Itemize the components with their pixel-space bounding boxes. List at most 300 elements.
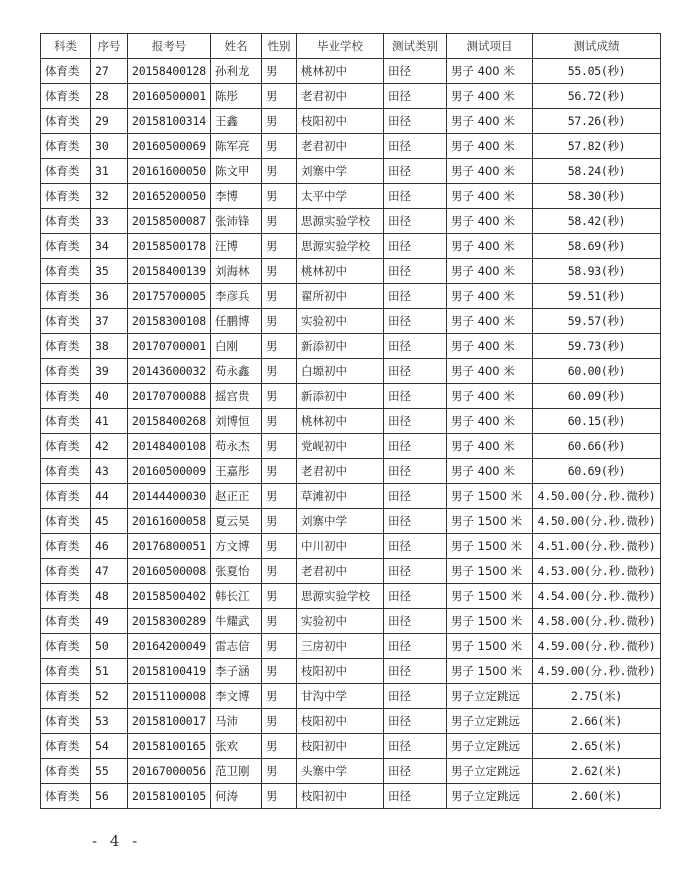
- table-row: [41, 634, 661, 659]
- cell-seq: 30: [91, 134, 128, 159]
- cell-name: 雷志信: [211, 634, 262, 659]
- cell-score: 4.54.00(分.秒.微秒): [533, 584, 661, 609]
- cell-category: 体育类: [41, 459, 91, 484]
- cell-seq: 33: [91, 209, 128, 234]
- cell-exam-no: 20160500009: [128, 459, 211, 484]
- cell-test-event: 男子 400 米: [447, 284, 533, 309]
- cell-name: 孙利龙: [211, 59, 262, 84]
- cell-test-type: 田径: [384, 284, 447, 309]
- cell-test-event: 男子 400 米: [447, 159, 533, 184]
- cell-category: 体育类: [41, 759, 91, 784]
- cell-name: 牛耀武: [211, 609, 262, 634]
- table-row: [41, 59, 661, 84]
- table-row: [41, 459, 661, 484]
- cell-score: 2.75(米): [533, 684, 661, 709]
- cell-school: 枝阳初中: [297, 109, 384, 134]
- cell-gender: 男: [262, 234, 297, 259]
- cell-name: 陈文甲: [211, 159, 262, 184]
- cell-gender: 男: [262, 684, 297, 709]
- cell-name: 张夏怡: [211, 559, 262, 584]
- cell-gender: 男: [262, 709, 297, 734]
- cell-test-event: 男子 400 米: [447, 109, 533, 134]
- cell-seq: 56: [91, 784, 128, 809]
- cell-school: 枝阳初中: [297, 709, 384, 734]
- cell-gender: 男: [262, 584, 297, 609]
- cell-seq: 28: [91, 84, 128, 109]
- cell-test-type: 田径: [384, 534, 447, 559]
- cell-school: 实验初中: [297, 309, 384, 334]
- cell-test-event: 男子 400 米: [447, 334, 533, 359]
- cell-test-type: 田径: [384, 734, 447, 759]
- cell-exam-no: 20144400030: [128, 484, 211, 509]
- cell-school: 三房初中: [297, 634, 384, 659]
- cell-gender: 男: [262, 634, 297, 659]
- cell-score: 58.93(秒): [533, 259, 661, 284]
- cell-seq: 41: [91, 409, 128, 434]
- cell-gender: 男: [262, 759, 297, 784]
- header-row: [41, 34, 661, 59]
- cell-category: 体育类: [41, 784, 91, 809]
- cell-school: 枝阳初中: [297, 659, 384, 684]
- table-row: [41, 384, 661, 409]
- cell-name: 方文博: [211, 534, 262, 559]
- cell-test-event: 男子立定跳远: [447, 684, 533, 709]
- cell-school: 太平中学: [297, 184, 384, 209]
- cell-test-type: 田径: [384, 509, 447, 534]
- cell-test-event: 男子 400 米: [447, 259, 533, 284]
- cell-exam-no: 20160500069: [128, 134, 211, 159]
- cell-score: 55.05(秒): [533, 59, 661, 84]
- cell-test-event: 男子 400 米: [447, 309, 533, 334]
- cell-exam-no: 20161600058: [128, 509, 211, 534]
- cell-test-event: 男子 1500 米: [447, 659, 533, 684]
- cell-category: 体育类: [41, 359, 91, 384]
- cell-name: 苟永鑫: [211, 359, 262, 384]
- cell-school: 思源实验学校: [297, 234, 384, 259]
- table-row: [41, 584, 661, 609]
- cell-category: 体育类: [41, 509, 91, 534]
- cell-score: 58.69(秒): [533, 234, 661, 259]
- header-school: 毕业学校: [297, 34, 384, 59]
- cell-score: 2.66(米): [533, 709, 661, 734]
- cell-category: 体育类: [41, 684, 91, 709]
- cell-test-type: 田径: [384, 484, 447, 509]
- cell-test-type: 田径: [384, 234, 447, 259]
- cell-seq: 45: [91, 509, 128, 534]
- cell-exam-no: 20165200050: [128, 184, 211, 209]
- cell-score: 60.69(秒): [533, 459, 661, 484]
- cell-school: 翟所初中: [297, 284, 384, 309]
- cell-name: 何涛: [211, 784, 262, 809]
- cell-score: 2.62(米): [533, 759, 661, 784]
- cell-gender: 男: [262, 734, 297, 759]
- cell-exam-no: 20158500402: [128, 584, 211, 609]
- cell-exam-no: 20158100314: [128, 109, 211, 134]
- cell-test-event: 男子 1500 米: [447, 559, 533, 584]
- cell-seq: 52: [91, 684, 128, 709]
- cell-school: 桃林初中: [297, 259, 384, 284]
- cell-exam-no: 20158500087: [128, 209, 211, 234]
- table-row: [41, 434, 661, 459]
- cell-test-type: 田径: [384, 759, 447, 784]
- header-test-event: 测试项目: [447, 34, 533, 59]
- cell-test-type: 田径: [384, 459, 447, 484]
- cell-seq: 39: [91, 359, 128, 384]
- cell-seq: 51: [91, 659, 128, 684]
- cell-test-type: 田径: [384, 584, 447, 609]
- cell-name: 李文博: [211, 684, 262, 709]
- cell-test-type: 田径: [384, 309, 447, 334]
- header-name: 姓名: [211, 34, 262, 59]
- cell-school: 老君初中: [297, 559, 384, 584]
- header-seq: 序号: [91, 34, 128, 59]
- cell-name: 白刚: [211, 334, 262, 359]
- cell-exam-no: 20148400108: [128, 434, 211, 459]
- cell-test-type: 田径: [384, 409, 447, 434]
- cell-gender: 男: [262, 459, 297, 484]
- cell-test-type: 田径: [384, 59, 447, 84]
- cell-category: 体育类: [41, 134, 91, 159]
- cell-gender: 男: [262, 359, 297, 384]
- header-test-type: 测试类别: [384, 34, 447, 59]
- cell-exam-no: 20175700005: [128, 284, 211, 309]
- cell-test-event: 男子立定跳远: [447, 759, 533, 784]
- cell-score: 4.51.00(分.秒.微秒): [533, 534, 661, 559]
- cell-test-type: 田径: [384, 109, 447, 134]
- cell-test-event: 男子 400 米: [447, 209, 533, 234]
- cell-gender: 男: [262, 259, 297, 284]
- cell-score: 4.59.00(分.秒.微秒): [533, 659, 661, 684]
- cell-score: 4.59.00(分.秒.微秒): [533, 634, 661, 659]
- cell-category: 体育类: [41, 284, 91, 309]
- cell-name: 刘海林: [211, 259, 262, 284]
- cell-test-event: 男子 400 米: [447, 234, 533, 259]
- cell-exam-no: 20176800051: [128, 534, 211, 559]
- cell-category: 体育类: [41, 584, 91, 609]
- cell-name: 张欢: [211, 734, 262, 759]
- cell-seq: 46: [91, 534, 128, 559]
- cell-test-event: 男子 1500 米: [447, 609, 533, 634]
- cell-school: 头寨中学: [297, 759, 384, 784]
- cell-score: 59.73(秒): [533, 334, 661, 359]
- cell-test-type: 田径: [384, 334, 447, 359]
- cell-score: 4.53.00(分.秒.微秒): [533, 559, 661, 584]
- cell-score: 2.60(米): [533, 784, 661, 809]
- table-row: [41, 684, 661, 709]
- table-row: [41, 84, 661, 109]
- cell-test-event: 男子立定跳远: [447, 784, 533, 809]
- cell-test-event: 男子 1500 米: [447, 634, 533, 659]
- cell-exam-no: 20160500001: [128, 84, 211, 109]
- cell-school: 枝阳初中: [297, 784, 384, 809]
- cell-gender: 男: [262, 184, 297, 209]
- header-gender: 性别: [262, 34, 297, 59]
- table-row: [41, 509, 661, 534]
- cell-exam-no: 20151100008: [128, 684, 211, 709]
- cell-score: 2.65(米): [533, 734, 661, 759]
- cell-gender: 男: [262, 334, 297, 359]
- cell-school: 党岘初中: [297, 434, 384, 459]
- cell-school: 草滩初中: [297, 484, 384, 509]
- cell-test-event: 男子 400 米: [447, 134, 533, 159]
- cell-category: 体育类: [41, 259, 91, 284]
- cell-gender: 男: [262, 384, 297, 409]
- cell-name: 李子涵: [211, 659, 262, 684]
- cell-gender: 男: [262, 84, 297, 109]
- table-row: [41, 309, 661, 334]
- table-row: [41, 209, 661, 234]
- table-row: [41, 359, 661, 384]
- header-category: 科类: [41, 34, 91, 59]
- table-row: [41, 609, 661, 634]
- cell-test-type: 田径: [384, 609, 447, 634]
- cell-gender: 男: [262, 434, 297, 459]
- table-body: [41, 59, 661, 809]
- cell-score: 4.50.00(分.秒.微秒): [533, 484, 661, 509]
- cell-name: 李博: [211, 184, 262, 209]
- cell-name: 陈彤: [211, 84, 262, 109]
- cell-seq: 32: [91, 184, 128, 209]
- cell-score: 57.26(秒): [533, 109, 661, 134]
- cell-school: 老君初中: [297, 459, 384, 484]
- cell-gender: 男: [262, 134, 297, 159]
- cell-test-event: 男子 1500 米: [447, 534, 533, 559]
- cell-school: 思源实验学校: [297, 209, 384, 234]
- cell-school: 甘沟中学: [297, 684, 384, 709]
- cell-seq: 53: [91, 709, 128, 734]
- table-row: [41, 709, 661, 734]
- table-row: [41, 159, 661, 184]
- cell-gender: 男: [262, 209, 297, 234]
- cell-exam-no: 20170700088: [128, 384, 211, 409]
- cell-category: 体育类: [41, 484, 91, 509]
- cell-test-event: 男子立定跳远: [447, 734, 533, 759]
- cell-test-type: 田径: [384, 259, 447, 284]
- cell-category: 体育类: [41, 184, 91, 209]
- cell-school: 老君初中: [297, 134, 384, 159]
- cell-score: 58.42(秒): [533, 209, 661, 234]
- cell-seq: 43: [91, 459, 128, 484]
- table-row: [41, 184, 661, 209]
- cell-seq: 50: [91, 634, 128, 659]
- cell-exam-no: 20158400139: [128, 259, 211, 284]
- cell-exam-no: 20158400268: [128, 409, 211, 434]
- cell-seq: 54: [91, 734, 128, 759]
- cell-test-type: 田径: [384, 434, 447, 459]
- cell-exam-no: 20158300108: [128, 309, 211, 334]
- cell-category: 体育类: [41, 559, 91, 584]
- cell-seq: 55: [91, 759, 128, 784]
- cell-test-type: 田径: [384, 209, 447, 234]
- cell-score: 4.58.00(分.秒.微秒): [533, 609, 661, 634]
- cell-seq: 38: [91, 334, 128, 359]
- table-row: [41, 734, 661, 759]
- cell-seq: 29: [91, 109, 128, 134]
- results-table: [40, 33, 661, 809]
- cell-category: 体育类: [41, 434, 91, 459]
- cell-seq: 27: [91, 59, 128, 84]
- cell-score: 56.72(秒): [533, 84, 661, 109]
- cell-school: 刘寨中学: [297, 509, 384, 534]
- cell-category: 体育类: [41, 309, 91, 334]
- cell-test-event: 男子 1500 米: [447, 509, 533, 534]
- cell-name: 马沛: [211, 709, 262, 734]
- cell-gender: 男: [262, 109, 297, 134]
- cell-score: 4.50.00(分.秒.微秒): [533, 509, 661, 534]
- header-exam-no: 报考号: [128, 34, 211, 59]
- cell-gender: 男: [262, 409, 297, 434]
- header-score: 测试成绩: [533, 34, 661, 59]
- cell-name: 苟永杰: [211, 434, 262, 459]
- table-row: [41, 659, 661, 684]
- table-row: [41, 784, 661, 809]
- cell-school: 白塬初中: [297, 359, 384, 384]
- cell-exam-no: 20143600032: [128, 359, 211, 384]
- table-row: [41, 134, 661, 159]
- cell-exam-no: 20160500008: [128, 559, 211, 584]
- table-row: [41, 759, 661, 784]
- cell-test-type: 田径: [384, 559, 447, 584]
- cell-test-event: 男子 400 米: [447, 359, 533, 384]
- cell-school: 新添初中: [297, 384, 384, 409]
- cell-category: 体育类: [41, 384, 91, 409]
- table-row: [41, 284, 661, 309]
- cell-name: 王鑫: [211, 109, 262, 134]
- cell-exam-no: 20158300289: [128, 609, 211, 634]
- cell-school: 中川初中: [297, 534, 384, 559]
- cell-test-event: 男子立定跳远: [447, 709, 533, 734]
- cell-category: 体育类: [41, 659, 91, 684]
- cell-score: 60.09(秒): [533, 384, 661, 409]
- cell-school: 刘寨中学: [297, 159, 384, 184]
- cell-exam-no: 20170700001: [128, 334, 211, 359]
- cell-category: 体育类: [41, 84, 91, 109]
- cell-seq: 31: [91, 159, 128, 184]
- cell-gender: 男: [262, 509, 297, 534]
- cell-name: 韩长江: [211, 584, 262, 609]
- cell-test-type: 田径: [384, 684, 447, 709]
- cell-seq: 35: [91, 259, 128, 284]
- cell-test-event: 男子 400 米: [447, 84, 533, 109]
- table-row: [41, 484, 661, 509]
- table-row: [41, 234, 661, 259]
- page-number: - 4 -: [92, 832, 142, 850]
- cell-category: 体育类: [41, 59, 91, 84]
- cell-name: 王嘉彤: [211, 459, 262, 484]
- table-row: [41, 559, 661, 584]
- cell-seq: 36: [91, 284, 128, 309]
- cell-school: 桃林初中: [297, 409, 384, 434]
- cell-exam-no: 20158500178: [128, 234, 211, 259]
- cell-gender: 男: [262, 609, 297, 634]
- cell-score: 60.15(秒): [533, 409, 661, 434]
- cell-exam-no: 20158100419: [128, 659, 211, 684]
- cell-gender: 男: [262, 484, 297, 509]
- cell-school: 新添初中: [297, 334, 384, 359]
- cell-test-type: 田径: [384, 184, 447, 209]
- cell-seq: 47: [91, 559, 128, 584]
- cell-seq: 34: [91, 234, 128, 259]
- cell-exam-no: 20161600050: [128, 159, 211, 184]
- cell-exam-no: 20158100105: [128, 784, 211, 809]
- cell-score: 60.00(秒): [533, 359, 661, 384]
- cell-score: 57.82(秒): [533, 134, 661, 159]
- cell-test-type: 田径: [384, 659, 447, 684]
- cell-category: 体育类: [41, 334, 91, 359]
- cell-category: 体育类: [41, 634, 91, 659]
- cell-category: 体育类: [41, 209, 91, 234]
- cell-gender: 男: [262, 659, 297, 684]
- cell-gender: 男: [262, 559, 297, 584]
- table-row: [41, 109, 661, 134]
- cell-test-type: 田径: [384, 159, 447, 184]
- cell-exam-no: 20158100017: [128, 709, 211, 734]
- cell-test-type: 田径: [384, 359, 447, 384]
- cell-category: 体育类: [41, 734, 91, 759]
- cell-test-event: 男子 400 米: [447, 409, 533, 434]
- cell-test-type: 田径: [384, 784, 447, 809]
- cell-category: 体育类: [41, 409, 91, 434]
- cell-exam-no: 20164200049: [128, 634, 211, 659]
- cell-exam-no: 20158400128: [128, 59, 211, 84]
- cell-gender: 男: [262, 284, 297, 309]
- cell-test-event: 男子 1500 米: [447, 584, 533, 609]
- cell-category: 体育类: [41, 159, 91, 184]
- cell-score: 59.51(秒): [533, 284, 661, 309]
- cell-test-event: 男子 400 米: [447, 459, 533, 484]
- cell-score: 58.24(秒): [533, 159, 661, 184]
- cell-exam-no: 20167000056: [128, 759, 211, 784]
- cell-gender: 男: [262, 309, 297, 334]
- cell-seq: 37: [91, 309, 128, 334]
- cell-test-event: 男子 400 米: [447, 434, 533, 459]
- cell-test-type: 田径: [384, 709, 447, 734]
- cell-category: 体育类: [41, 609, 91, 634]
- cell-score: 60.66(秒): [533, 434, 661, 459]
- cell-gender: 男: [262, 159, 297, 184]
- cell-test-event: 男子 400 米: [447, 184, 533, 209]
- cell-school: 老君初中: [297, 84, 384, 109]
- cell-category: 体育类: [41, 109, 91, 134]
- cell-school: 实验初中: [297, 609, 384, 634]
- cell-name: 张沛锋: [211, 209, 262, 234]
- cell-name: 陈军亮: [211, 134, 262, 159]
- table-row: [41, 259, 661, 284]
- cell-seq: 48: [91, 584, 128, 609]
- cell-gender: 男: [262, 534, 297, 559]
- cell-test-type: 田径: [384, 634, 447, 659]
- cell-test-event: 男子 1500 米: [447, 484, 533, 509]
- cell-category: 体育类: [41, 534, 91, 559]
- cell-category: 体育类: [41, 234, 91, 259]
- cell-category: 体育类: [41, 709, 91, 734]
- cell-name: 夏云昊: [211, 509, 262, 534]
- cell-name: 任鹏博: [211, 309, 262, 334]
- cell-name: 范卫刚: [211, 759, 262, 784]
- cell-test-type: 田径: [384, 384, 447, 409]
- cell-test-event: 男子 400 米: [447, 59, 533, 84]
- cell-school: 思源实验学校: [297, 584, 384, 609]
- table-row: [41, 334, 661, 359]
- cell-gender: 男: [262, 59, 297, 84]
- cell-score: 58.30(秒): [533, 184, 661, 209]
- cell-school: 桃林初中: [297, 59, 384, 84]
- cell-seq: 49: [91, 609, 128, 634]
- cell-test-event: 男子 400 米: [447, 384, 533, 409]
- cell-name: 汪博: [211, 234, 262, 259]
- table-row: [41, 409, 661, 434]
- cell-seq: 42: [91, 434, 128, 459]
